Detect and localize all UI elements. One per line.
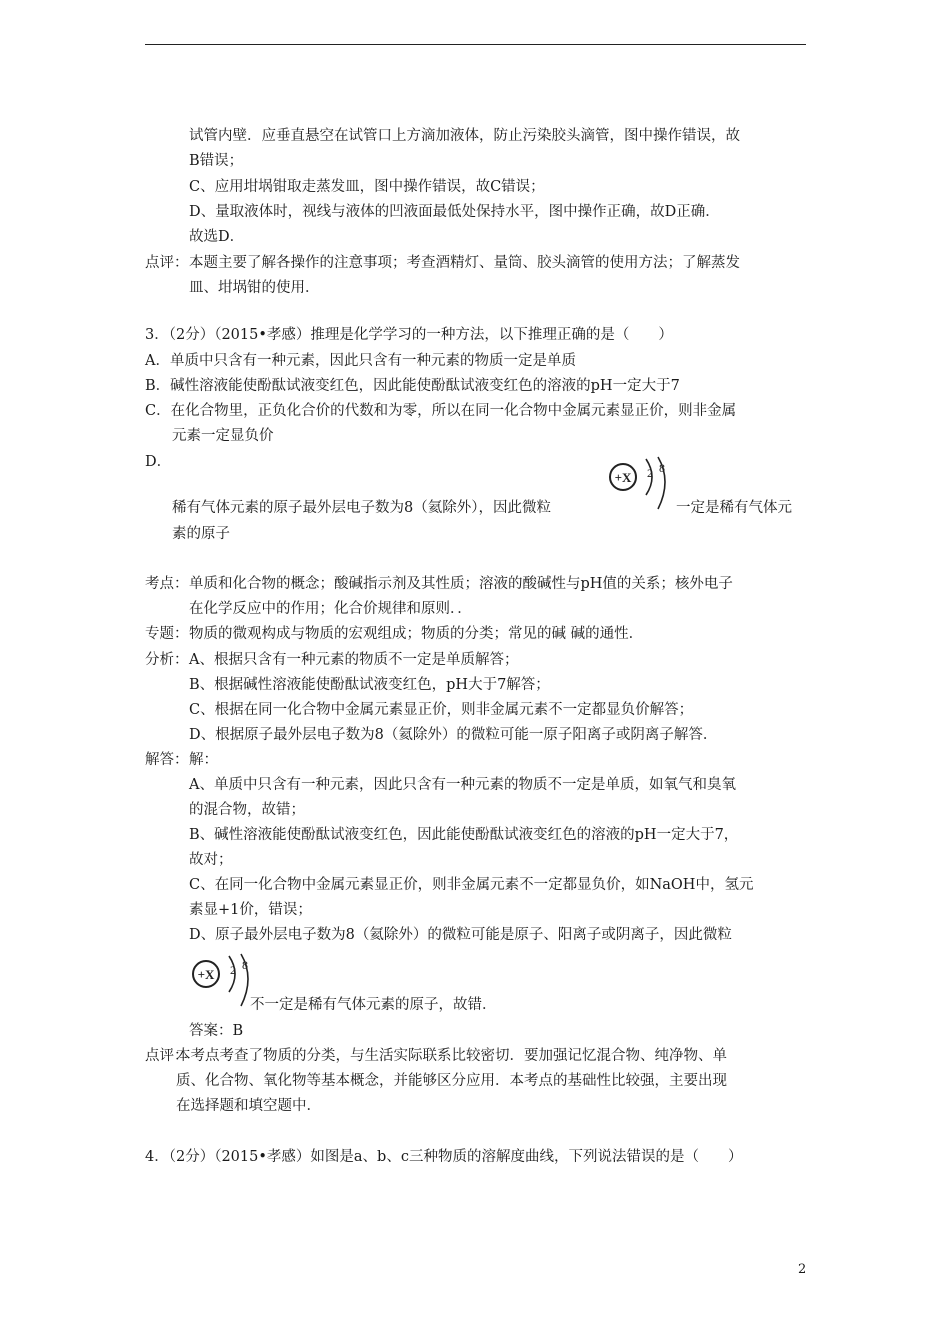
zhuanti-label: 专题： bbox=[145, 626, 189, 642]
q3-option-d-label: D． bbox=[145, 454, 172, 470]
dianping-label: 点评： bbox=[145, 1048, 189, 1064]
prev-answer-line: 故选D． bbox=[189, 229, 245, 245]
jieda-line: B、碱性溶液能使酚酞试液变红色，因此能使酚酞试液变红色的溶液的pH一定大于7， bbox=[189, 827, 739, 843]
fenxi-line: C、根据在同一化合物中金属元素显正价，则非金属元素不一定都显负价解答； bbox=[189, 702, 694, 718]
dianping-line: 质、化合物、氧化物等基本概念，并能够区分应用．本考点的基础性比较强，主要出现 bbox=[176, 1073, 727, 1089]
dianping-line: 在选择题和填空题中． bbox=[176, 1098, 321, 1114]
answer-line: 答案：B bbox=[189, 1023, 244, 1039]
jieda-line: 素显+1价，错误； bbox=[189, 902, 312, 918]
atom-structure-diagram bbox=[606, 455, 672, 517]
jieda-line: C、在同一化合物中金属元素显正价，则非金属元素不一定都显负价，如NaOH中，氢元 bbox=[189, 877, 754, 893]
q3-option-b: B．碱性溶液能使酚酞试液变红色，因此能使酚酞试液变红色的溶液的pH一定大于7 bbox=[145, 378, 680, 394]
page-number: 2 bbox=[798, 1262, 807, 1277]
atom-shell-2-count: 8 bbox=[242, 958, 248, 972]
q4-stem: 4．（2分）（2015•孝感）如图是a、b、c三种物质的溶解度曲线，下列说法错误的是（ ） bbox=[145, 1149, 743, 1165]
q3-option-d-left: 稀有气体元素的原子最外层电子数为8（氦除外），因此微粒 bbox=[172, 500, 551, 516]
kaodian-line: 单质和化合物的概念；酸碱指示剂及其性质；溶液的酸碱性与pH值的关系；核外电子 bbox=[189, 576, 733, 592]
zhuanti-text: 物质的微观构成与物质的宏观组成；物质的分类；常见的碱 碱的通性． bbox=[189, 626, 644, 642]
prev-answer-line: B错误； bbox=[189, 153, 244, 169]
jieda-line: 的混合物，故错； bbox=[189, 802, 305, 818]
jieda-line: 故对； bbox=[189, 852, 233, 868]
q3-option-c: C．在化合物里，正负化合价的代数和为零，所以在同一化合物中金属元素显正价，则非金属 bbox=[145, 403, 737, 419]
kaodian-label: 考点： bbox=[145, 576, 189, 592]
jieda-label: 解答： bbox=[145, 752, 189, 768]
prev-answer-line: 试管内壁．应垂直悬空在试管口上方滴加液体，防止污染胶头滴管，图中操作错误，故 bbox=[189, 128, 740, 144]
header-rule bbox=[145, 44, 806, 45]
q3-option-a: A．单质中只含有一种元素，因此只含有一种元素的物质一定是单质 bbox=[145, 353, 576, 369]
fenxi-line: B、根据碱性溶液能使酚酞试液变红色，pH大于7解答； bbox=[189, 677, 550, 693]
atom-shell-2-count: 8 bbox=[659, 461, 665, 475]
kaodian-line: 在化学反应中的作用；化合价规律和原则．． bbox=[189, 601, 472, 617]
jieda-after-atom: 不一定是稀有气体元素的原子，故错． bbox=[250, 997, 497, 1013]
fenxi-label: 分析： bbox=[145, 652, 189, 668]
jieda-line: A、单质中只含有一种元素，因此只含有一种元素的物质不一定是单质，如氧气和臭氧 bbox=[189, 777, 736, 793]
atom-shell-1-count: 2 bbox=[647, 466, 653, 480]
prev-answer-line: C、应用坩埚钳取走蒸发皿，图中操作错误，故C错误； bbox=[189, 179, 545, 195]
prev-answer-line: D、量取液体时，视线与液体的凹液面最低处保持水平，图中操作正确，故D正确． bbox=[189, 204, 720, 220]
dianping-line: 本考点考查了物质的分类，与生活实际联系比较密切．要加强记忆混合物、纯净物、单 bbox=[176, 1048, 727, 1064]
fenxi-line: A、根据只含有一种元素的物质不一定是单质解答； bbox=[189, 652, 519, 668]
prev-comment-line: 皿、坩埚钳的使用． bbox=[189, 280, 320, 296]
atom-nucleus-label: +X bbox=[614, 470, 632, 485]
q3-option-d-right: 一定是稀有气体元 bbox=[676, 500, 792, 516]
q3-option-c-cont: 元素一定显负价 bbox=[172, 428, 274, 444]
atom-shell-1-count: 2 bbox=[230, 963, 236, 977]
q3-option-d-cont: 素的原子 bbox=[172, 526, 230, 542]
atom-structure-diagram-2 bbox=[189, 953, 255, 1013]
q3-stem: 3．（2分）（2015•孝感）推理是化学学习的一种方法，以下推理正确的是（ ） bbox=[145, 327, 673, 343]
jieda-line: D、原子最外层电子数为8（氦除外）的微粒可能是原子、阳离子或阴离子，因此微粒 bbox=[189, 927, 732, 943]
fenxi-line: D、根据原子最外层电子数为8（氦除外）的微粒可能一原子阳离子或阴离子解答． bbox=[189, 727, 718, 743]
prev-comment-line: 本题主要了解各操作的注意事项；考查酒精灯、量筒、胶头滴管的使用方法；了解蒸发 bbox=[189, 255, 740, 271]
jieda-first: 解： bbox=[189, 752, 218, 768]
atom-nucleus-label: +X bbox=[197, 967, 215, 982]
prev-comment-label: 点评： bbox=[145, 255, 189, 271]
